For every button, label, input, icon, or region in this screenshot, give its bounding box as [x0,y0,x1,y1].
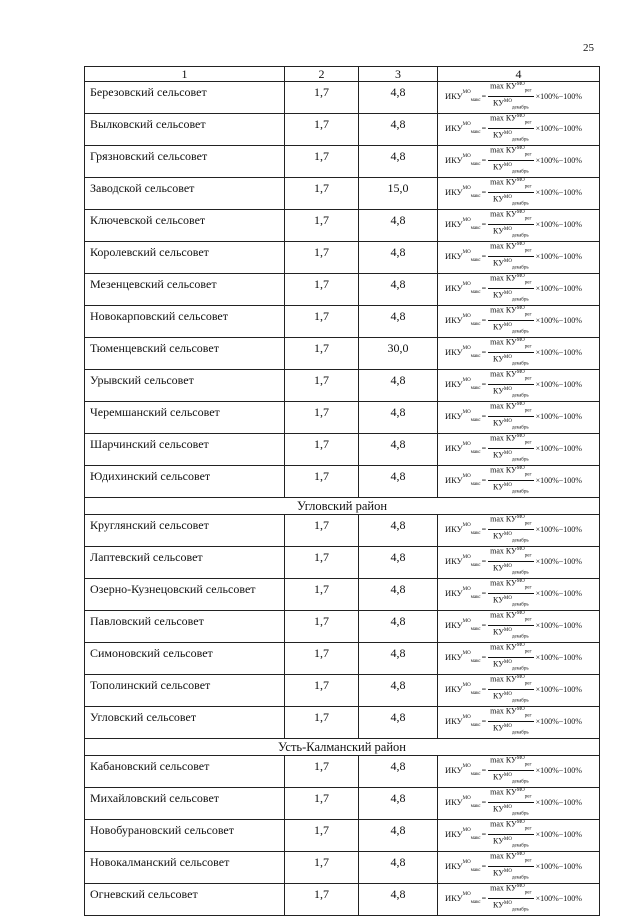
formula-equals: = [481,652,487,662]
formula-cell [438,338,600,370]
index-value: 1,7 [285,370,359,402]
index-value: 1,7 [285,852,359,884]
formula-tail: ×100%−100% [535,797,582,807]
table-row [85,434,600,466]
formula-fraction: $\frac{\max КУ^{МО}_{рег}}{КУ^{МО}_{декабрь}}$ [488,753,533,788]
formula-fraction: $\frac{\max КУ^{МО}_{рег}}{КУ^{МО}_{декабрь}}$ [488,640,533,675]
formula-equals: = [481,861,487,871]
formula-tail: ×100%−100% [535,620,582,630]
formula-fraction: $\frac{\max КУ^{МО}_{рег}}{КУ^{МО}_{декабрь}}$ [488,881,533,916]
table-row [85,611,600,643]
formula-lhs: $ИКУ^{МО}_{макс}$ [445,682,481,696]
formula [438,146,599,174]
formula-lhs: $ИКУ^{МО}_{макс}$ [445,891,481,905]
formula-fraction: $\frac{\max КУ^{МО}_{рег}}{КУ^{МО}_{декабрь}}$ [488,576,533,611]
formula-equals: = [481,187,487,197]
formula-equals: = [481,219,487,229]
formula-lhs: $ИКУ^{МО}_{макс}$ [445,313,481,327]
table-row [85,274,600,306]
formula [438,306,599,334]
formula-equals: = [481,765,487,775]
formula-lhs: $ИКУ^{МО}_{макс}$ [445,121,481,135]
tariff-table [84,66,600,916]
formula-lhs: $ИКУ^{МО}_{макс}$ [445,714,481,728]
header-col-4: 4 [438,67,600,82]
formula-tail: ×100%−100% [535,219,582,229]
table-row [85,466,600,498]
formula-tail: ×100%−100% [535,379,582,389]
table-row [85,178,600,210]
formula-equals: = [481,347,487,357]
index-value: 1,7 [285,820,359,852]
formula-cell [438,210,600,242]
table-row [85,756,600,788]
formula-cell [438,402,600,434]
index-value: 1,7 [285,707,359,739]
municipality-name: Симоновский сельсовет [85,643,285,675]
formula-lhs: $ИКУ^{МО}_{макс}$ [445,441,481,455]
formula-equals: = [481,829,487,839]
municipality-name: Тюменцевский сельсовет [85,338,285,370]
formula-cell [438,306,600,338]
formula [438,579,599,607]
formula-cell [438,579,600,611]
formula [438,820,599,848]
municipality-name: Новобурановский сельсовет [85,820,285,852]
formula-fraction: $\frac{\max КУ^{МО}_{рег}}{КУ^{МО}_{декабрь}}$ [488,785,533,820]
formula [438,884,599,912]
table-body [85,82,600,916]
municipality-name: Грязновский сельсовет [85,146,285,178]
max-index-value: 4,8 [359,146,438,178]
table-row [85,852,600,884]
formula-cell [438,242,600,274]
formula-fraction: $\frac{\max КУ^{МО}_{рег}}{КУ^{МО}_{декабрь}}$ [488,111,533,146]
formula-tail: ×100%−100% [535,347,582,357]
index-value: 1,7 [285,306,359,338]
index-value: 1,7 [285,643,359,675]
table-row [85,210,600,242]
formula-equals: = [481,588,487,598]
max-index-value: 4,8 [359,274,438,306]
max-index-value: 4,8 [359,114,438,146]
formula-fraction: $\frac{\max КУ^{МО}_{рег}}{КУ^{МО}_{декабрь}}$ [488,431,533,466]
index-value: 1,7 [285,515,359,547]
table-row [85,788,600,820]
formula-equals: = [481,123,487,133]
formula-fraction: $\frac{\max КУ^{МО}_{рег}}{КУ^{МО}_{декабрь}}$ [488,817,533,852]
formula-cell [438,707,600,739]
index-value: 1,7 [285,114,359,146]
formula-cell [438,466,600,498]
formula-lhs: $ИКУ^{МО}_{макс}$ [445,795,481,809]
max-index-value: 4,8 [359,675,438,707]
formula-lhs: $ИКУ^{МО}_{макс}$ [445,153,481,167]
formula-equals: = [481,251,487,261]
table-row [85,146,600,178]
table-row [85,306,600,338]
index-value: 1,7 [285,611,359,643]
index-value: 1,7 [285,274,359,306]
formula-equals: = [481,283,487,293]
formula-cell [438,178,600,210]
formula-fraction: $\frac{\max КУ^{МО}_{рег}}{КУ^{МО}_{декабрь}}$ [488,544,533,579]
formula-tail: ×100%−100% [535,829,582,839]
formula-lhs: $ИКУ^{МО}_{макс}$ [445,650,481,664]
formula-tail: ×100%−100% [535,475,582,485]
formula-fraction: $\frac{\max КУ^{МО}_{рег}}{КУ^{МО}_{декабрь}}$ [488,849,533,884]
index-value: 1,7 [285,402,359,434]
municipality-name: Юдихинский сельсовет [85,466,285,498]
max-index-value: 4,8 [359,210,438,242]
max-index-value: 4,8 [359,884,438,916]
index-value: 1,7 [285,338,359,370]
index-value: 1,7 [285,756,359,788]
formula [438,82,599,110]
municipality-name: Ключевской сельсовет [85,210,285,242]
header-col-3: 3 [359,67,438,82]
max-index-value: 15,0 [359,178,438,210]
formula-cell [438,675,600,707]
table-row [85,82,600,114]
formula-tail: ×100%−100% [535,315,582,325]
municipality-name: Новокалманский сельсовет [85,852,285,884]
formula-tail: ×100%−100% [535,684,582,694]
formula [438,756,599,784]
formula-cell [438,884,600,916]
formula-equals: = [481,315,487,325]
formula-tail: ×100%−100% [535,123,582,133]
municipality-name: Круглянский сельсовет [85,515,285,547]
index-value: 1,7 [285,884,359,916]
formula-tail: ×100%−100% [535,556,582,566]
table-row [85,707,600,739]
municipality-name: Вылковский сельсовет [85,114,285,146]
formula-equals: = [481,379,487,389]
table-row [85,370,600,402]
max-index-value: 4,8 [359,611,438,643]
formula [438,643,599,671]
municipality-name: Урывский сельсовет [85,370,285,402]
formula-cell [438,515,600,547]
formula-equals: = [481,893,487,903]
table-row [85,884,600,916]
formula-fraction: $\frac{\max КУ^{МО}_{рег}}{КУ^{МО}_{декабрь}}$ [488,463,533,498]
formula-lhs: $ИКУ^{МО}_{макс}$ [445,473,481,487]
formula [438,242,599,270]
table-row [85,579,600,611]
formula [438,370,599,398]
max-index-value: 4,8 [359,788,438,820]
formula-fraction: $\frac{\max КУ^{МО}_{рег}}{КУ^{МО}_{декабрь}}$ [488,303,533,338]
formula-fraction: $\frac{\max КУ^{МО}_{рег}}{КУ^{МО}_{декабрь}}$ [488,367,533,402]
max-index-value: 4,8 [359,434,438,466]
formula [438,547,599,575]
formula-fraction: $\frac{\max КУ^{МО}_{рег}}{КУ^{МО}_{декабрь}}$ [488,79,533,114]
formula-lhs: $ИКУ^{МО}_{макс}$ [445,185,481,199]
municipality-name: Заводской сельсовет [85,178,285,210]
max-index-value: 4,8 [359,707,438,739]
table-row [85,820,600,852]
formula-tail: ×100%−100% [535,155,582,165]
municipality-name: Черемшанский сельсовет [85,402,285,434]
formula-cell [438,756,600,788]
max-index-value: 4,8 [359,466,438,498]
formula-cell [438,146,600,178]
table-row [85,242,600,274]
index-value: 1,7 [285,547,359,579]
municipality-name: Королевский сельсовет [85,242,285,274]
formula-lhs: $ИКУ^{МО}_{макс}$ [445,827,481,841]
max-index-value: 4,8 [359,820,438,852]
table-row [85,643,600,675]
formula-fraction: $\frac{\max КУ^{МО}_{рег}}{КУ^{МО}_{декабрь}}$ [488,512,533,547]
formula-cell [438,114,600,146]
formula-equals: = [481,475,487,485]
formula-cell [438,274,600,306]
municipality-name: Новокарповский сельсовет [85,306,285,338]
table-row [85,338,600,370]
max-index-value: 4,8 [359,579,438,611]
formula-lhs: $ИКУ^{МО}_{макс}$ [445,522,481,536]
formula-lhs: $ИКУ^{МО}_{макс}$ [445,217,481,231]
formula [438,611,599,639]
max-index-value: 4,8 [359,643,438,675]
formula-lhs: $ИКУ^{МО}_{макс}$ [445,618,481,632]
formula-tail: ×100%−100% [535,652,582,662]
formula-cell [438,852,600,884]
table-row [85,114,600,146]
formula-tail: ×100%−100% [535,765,582,775]
formula-tail: ×100%−100% [535,187,582,197]
index-value: 1,7 [285,82,359,114]
max-index-value: 4,8 [359,242,438,274]
table-row [85,675,600,707]
index-value: 1,7 [285,434,359,466]
formula-fraction: $\frac{\max КУ^{МО}_{рег}}{КУ^{МО}_{декабрь}}$ [488,271,533,306]
formula [438,338,599,366]
municipality-name: Угловский сельсовет [85,707,285,739]
formula [438,402,599,430]
formula [438,466,599,494]
formula-cell [438,547,600,579]
formula [438,114,599,142]
table-row [85,515,600,547]
formula-lhs: $ИКУ^{МО}_{макс}$ [445,859,481,873]
municipality-name: Кабановский сельсовет [85,756,285,788]
max-index-value: 4,8 [359,852,438,884]
municipality-name: Тополинский сельсовет [85,675,285,707]
formula-cell [438,788,600,820]
formula-cell [438,434,600,466]
formula-tail: ×100%−100% [535,861,582,871]
max-index-value: 4,8 [359,402,438,434]
formula-lhs: $ИКУ^{МО}_{макс}$ [445,377,481,391]
formula-equals: = [481,443,487,453]
index-value: 1,7 [285,579,359,611]
formula-lhs: $ИКУ^{МО}_{макс}$ [445,586,481,600]
formula-tail: ×100%−100% [535,251,582,261]
formula-tail: ×100%−100% [535,91,582,101]
formula [438,675,599,703]
formula-equals: = [481,556,487,566]
max-index-value: 4,8 [359,515,438,547]
page-number: 25 [583,42,594,54]
formula [438,210,599,238]
formula-fraction: $\frac{\max КУ^{МО}_{рег}}{КУ^{МО}_{декабрь}}$ [488,175,533,210]
formula-tail: ×100%−100% [535,524,582,534]
formula-lhs: $ИКУ^{МО}_{макс}$ [445,409,481,423]
formula [438,515,599,543]
formula-lhs: $ИКУ^{МО}_{макс}$ [445,763,481,777]
formula [438,852,599,880]
formula [438,434,599,462]
district-name: Усть-Калманский район [85,739,600,756]
index-value: 1,7 [285,146,359,178]
formula-equals: = [481,620,487,630]
formula-fraction: $\frac{\max КУ^{МО}_{рег}}{КУ^{МО}_{декабрь}}$ [488,239,533,274]
formula-cell [438,370,600,402]
max-index-value: 4,8 [359,756,438,788]
formula-fraction: $\frac{\max КУ^{МО}_{рег}}{КУ^{МО}_{декабрь}}$ [488,704,533,739]
formula-equals: = [481,155,487,165]
max-index-value: 30,0 [359,338,438,370]
formula [438,274,599,302]
index-value: 1,7 [285,178,359,210]
max-index-value: 4,8 [359,82,438,114]
municipality-name: Березовский сельсовет [85,82,285,114]
municipality-name: Шарчинский сельсовет [85,434,285,466]
formula [438,788,599,816]
formula-equals: = [481,716,487,726]
max-index-value: 4,8 [359,306,438,338]
max-index-value: 4,8 [359,547,438,579]
formula-cell [438,643,600,675]
district-name: Угловский район [85,498,600,515]
formula-tail: ×100%−100% [535,588,582,598]
formula-lhs: $ИКУ^{МО}_{макс}$ [445,345,481,359]
formula-tail: ×100%−100% [535,411,582,421]
formula-fraction: $\frac{\max КУ^{МО}_{рег}}{КУ^{МО}_{декабрь}}$ [488,207,533,242]
index-value: 1,7 [285,210,359,242]
header-col-2: 2 [285,67,359,82]
formula [438,707,599,735]
formula-equals: = [481,411,487,421]
formula-lhs: $ИКУ^{МО}_{макс}$ [445,249,481,263]
formula-fraction: $\frac{\max КУ^{МО}_{рег}}{КУ^{МО}_{декабрь}}$ [488,399,533,434]
header-col-1: 1 [85,67,285,82]
table-row [85,402,600,434]
municipality-name: Михайловский сельсовет [85,788,285,820]
municipality-name: Мезенцевский сельсовет [85,274,285,306]
formula-equals: = [481,524,487,534]
formula-fraction: $\frac{\max КУ^{МО}_{рег}}{КУ^{МО}_{декабрь}}$ [488,143,533,178]
municipality-name: Павловский сельсовет [85,611,285,643]
formula-tail: ×100%−100% [535,443,582,453]
municipality-name: Лаптевский сельсовет [85,547,285,579]
index-value: 1,7 [285,242,359,274]
formula-tail: ×100%−100% [535,893,582,903]
table-row [85,547,600,579]
formula-cell [438,611,600,643]
formula-lhs: $ИКУ^{МО}_{макс}$ [445,554,481,568]
formula-fraction: $\frac{\max КУ^{МО}_{рег}}{КУ^{МО}_{декабрь}}$ [488,608,533,643]
formula-fraction: $\frac{\max КУ^{МО}_{рег}}{КУ^{МО}_{декабрь}}$ [488,335,533,370]
formula-lhs: $ИКУ^{МО}_{макс}$ [445,281,481,295]
formula-cell [438,820,600,852]
formula-tail: ×100%−100% [535,716,582,726]
formula-fraction: $\frac{\max КУ^{МО}_{рег}}{КУ^{МО}_{декабрь}}$ [488,672,533,707]
index-value: 1,7 [285,788,359,820]
formula-equals: = [481,684,487,694]
municipality-name: Озерно-Кузнецовский сельсовет [85,579,285,611]
index-value: 1,7 [285,466,359,498]
max-index-value: 4,8 [359,370,438,402]
formula-lhs: $ИКУ^{МО}_{макс}$ [445,89,481,103]
formula-tail: ×100%−100% [535,283,582,293]
formula [438,178,599,206]
index-value: 1,7 [285,675,359,707]
formula-cell [438,82,600,114]
formula-equals: = [481,91,487,101]
formula-equals: = [481,797,487,807]
municipality-name: Огневский сельсовет [85,884,285,916]
